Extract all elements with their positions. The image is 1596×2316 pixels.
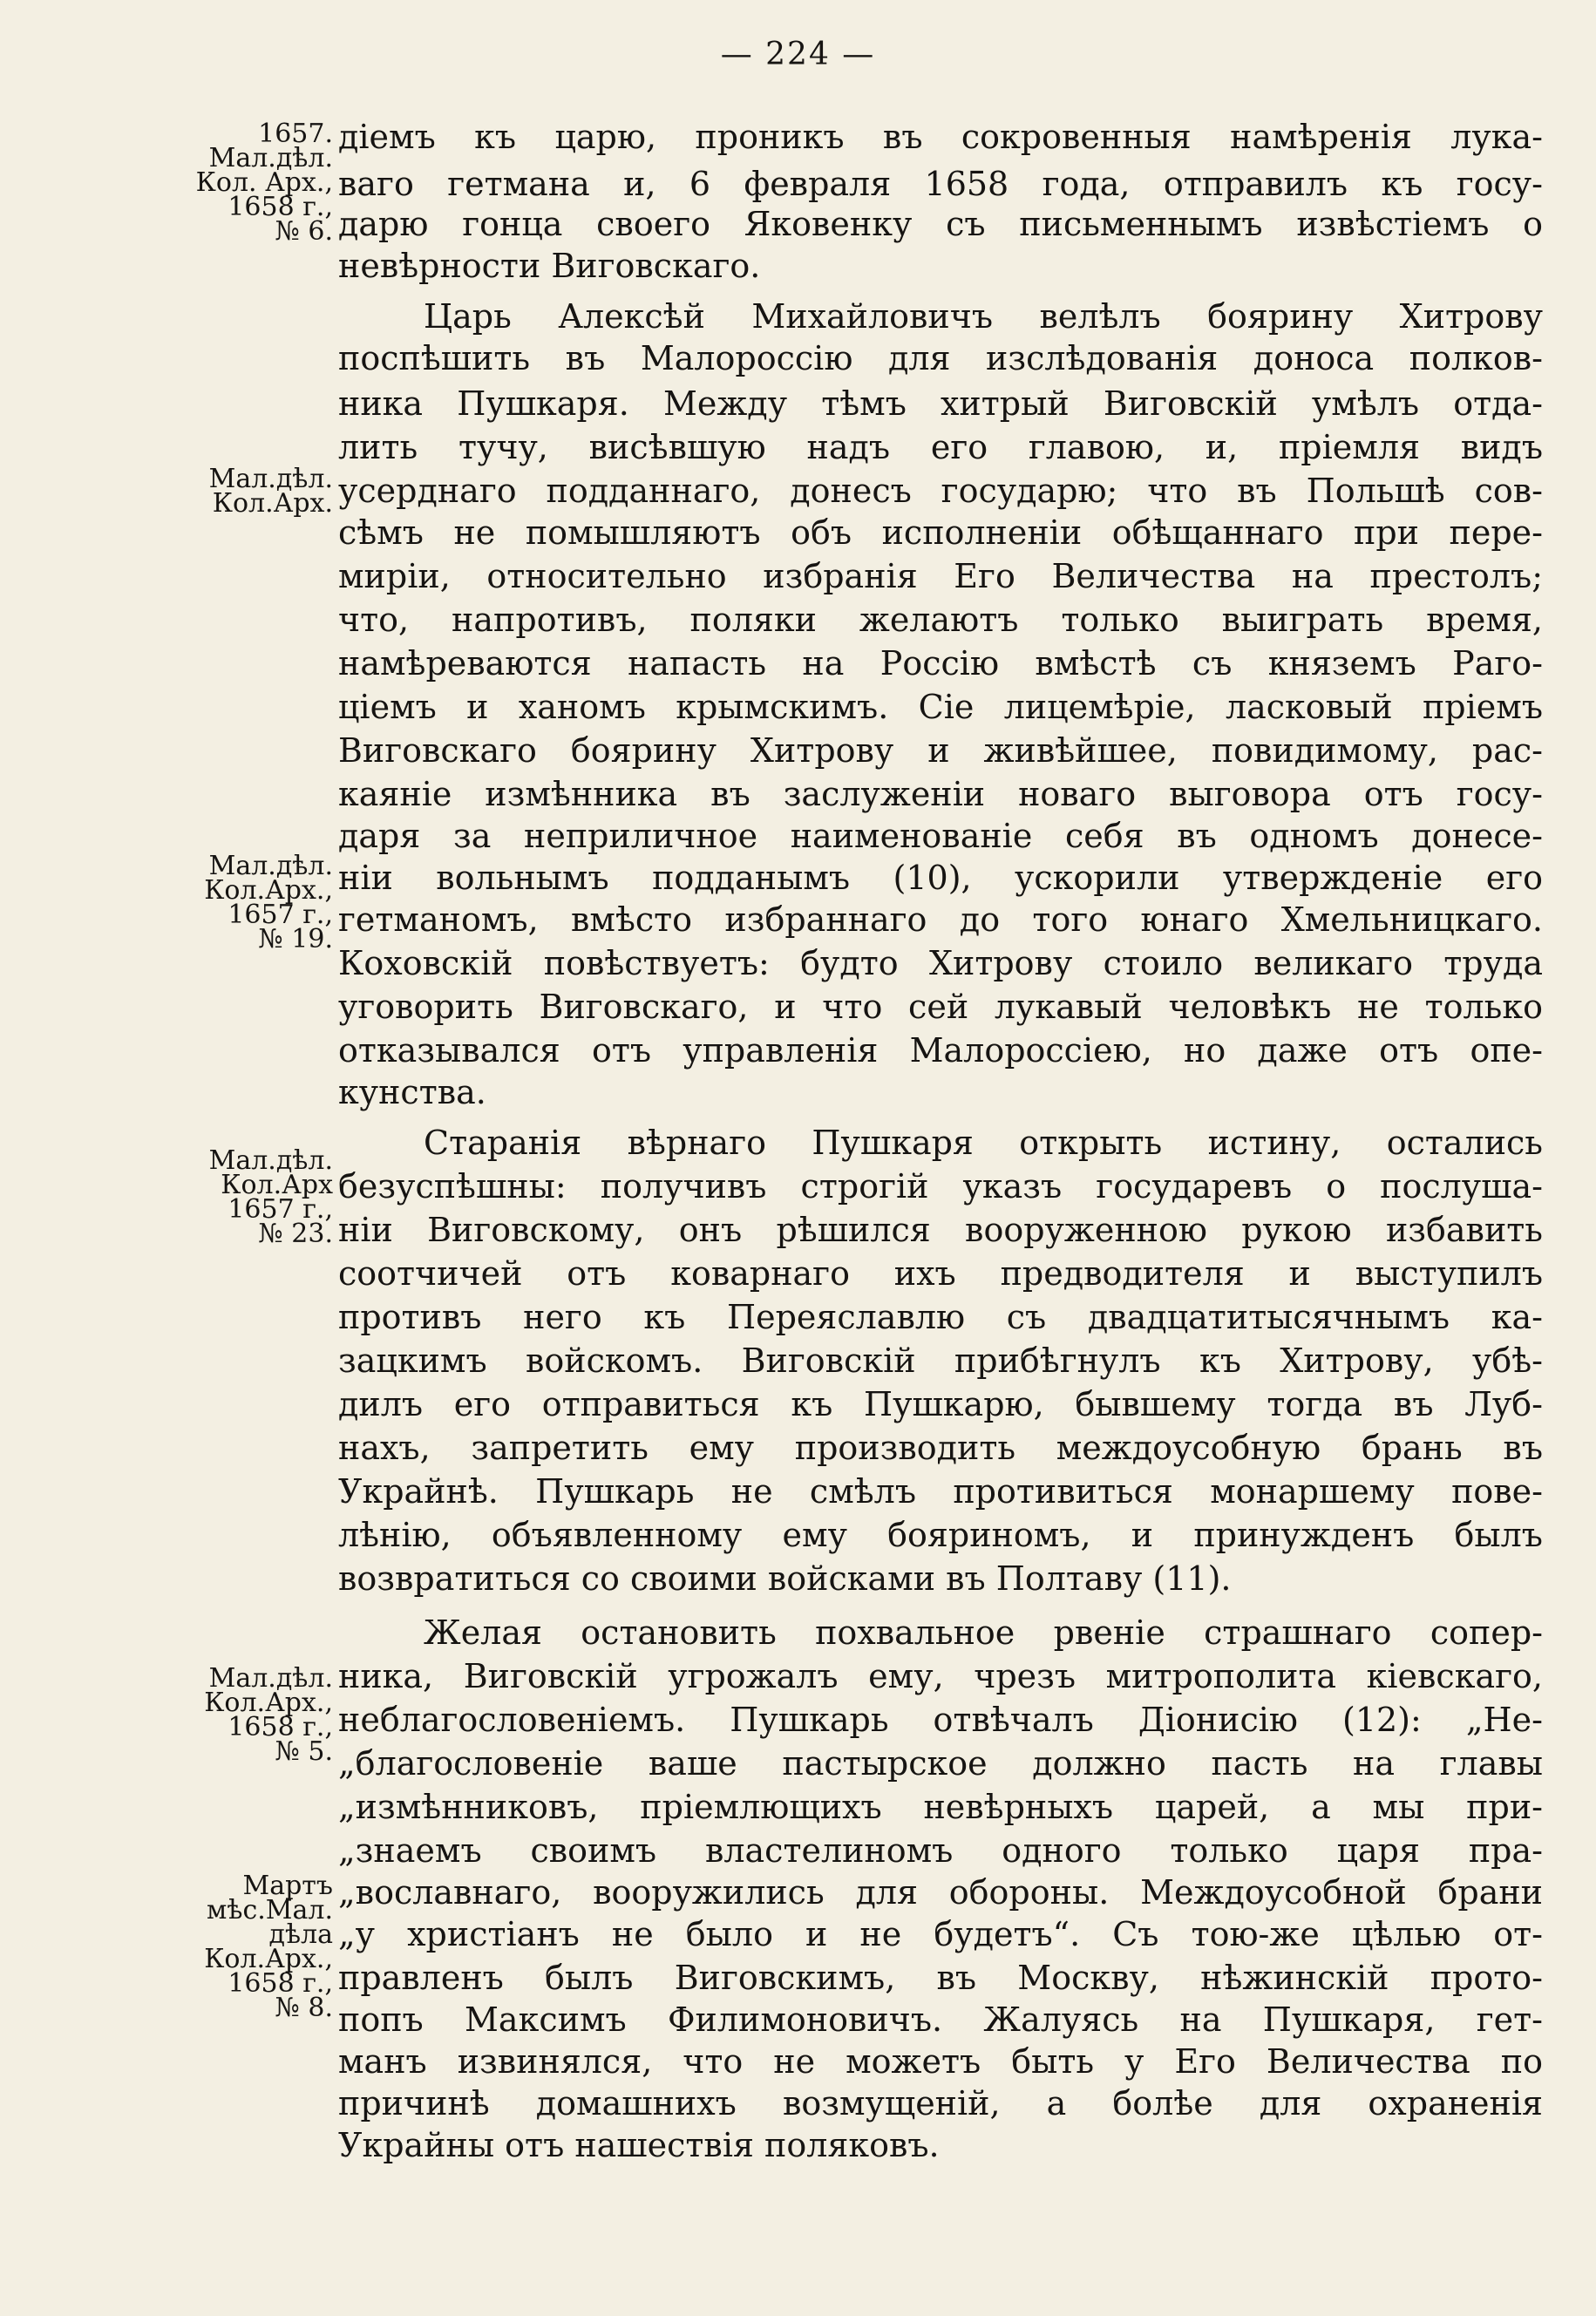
text-line: миріи, относительно избранія Его Величества на престолъ;: [338, 557, 1543, 595]
margin-note-1: [0, 119, 333, 247]
text-line: поспѣшить въ Малороссію для изслѣдованія доноса полков-: [338, 339, 1543, 377]
text-line: ваго гетмана и, 6 февраля 1658 года, отправилъ къ госу-: [338, 165, 1543, 203]
text-line: ника, Виговскій угрожалъ ему, чрезъ митрополита кіевскаго,: [338, 1657, 1543, 1695]
text-line: Коховскій повѣствуетъ: будто Хитрову стоило великаго труда: [338, 944, 1543, 982]
text-line: кунства.: [338, 1073, 486, 1111]
text-line: даря за неприличное наименованіе себя въ одномъ донесе-: [338, 817, 1543, 855]
margin-note-line: Мартъ: [242, 1871, 333, 1901]
text-line: Царь Алексѣй Михайловичъ велѣлъ боярину Хитрову: [424, 297, 1543, 336]
text-line: Желая остановить похвальное рвеніе страшнаго сопер-: [424, 1613, 1543, 1652]
text-line: ніи вольнымъ подданымъ (10), ускорили утвержденіе его: [338, 859, 1543, 897]
text-line: манъ извинялся, что не можетъ быть у Его Величества по: [338, 2042, 1543, 2081]
margin-note-2: [0, 464, 333, 519]
text-line: нахъ, запретить ему производить междоусобную брань въ: [338, 1429, 1543, 1467]
margin-note-line: 1657 г.,: [228, 900, 333, 930]
margin-note-line: дѣла: [268, 1919, 333, 1950]
margin-note-line: 1658 г.,: [228, 192, 333, 222]
text-line: ніи Виговскому, онъ рѣшился вооруженною рукою избавить: [338, 1211, 1543, 1249]
text-line: ника Пушкаря. Между тѣмъ хитрый Виговскій умѣлъ отда-: [338, 384, 1543, 423]
margin-note-line: Кол.Арх.,: [204, 1688, 333, 1718]
text-line: лить тучу, висѣвшую надъ его главою, и, пріемля видъ: [338, 428, 1543, 466]
text-line: что, напротивъ, поляки желаютъ только выиграть время,: [338, 601, 1543, 639]
text-line: дарю гонца своего Яковенку съ письменнымъ извѣстіемъ о: [338, 205, 1543, 243]
text-line: Старанія вѣрнаго Пушкаря открыть истину, остались: [424, 1124, 1543, 1162]
margin-note-line: Кол.Арх: [221, 1170, 333, 1200]
margin-note-line: Мал.дѣл.: [208, 464, 333, 494]
text-line: противъ него къ Переяславлю съ двадцатитысячнымъ ка-: [338, 1298, 1543, 1336]
margin-note-line: Кол.Арх.: [212, 488, 333, 519]
text-line: безуспѣшны: получивъ строгій указъ государевъ о послуша-: [338, 1167, 1543, 1206]
margin-note-3: [0, 851, 333, 954]
text-line: „у христіанъ не было и не будетъ“. Съ тою-же цѣлью от-: [338, 1915, 1543, 1953]
text-line: дилъ его отправиться къ Пушкарю, бывшему тогда въ Луб-: [338, 1385, 1543, 1423]
text-line: „измѣнниковъ, пріемлющихъ невѣрныхъ царей, а мы при-: [338, 1788, 1543, 1826]
margin-note-line: Кол.Арх.,: [204, 1944, 333, 1974]
text-line: каяніе измѣнника въ заслуженіи новаго выговора отъ госу-: [338, 775, 1543, 813]
margin-note-line: Мал.дѣл.: [208, 143, 333, 173]
text-line: „благословеніе ваше пастырское должно пасть на главы: [338, 1744, 1543, 1783]
margin-note-line: № 6.: [275, 216, 333, 247]
text-line: причинѣ домашнихъ возмущеній, а болѣе для охраненія: [338, 2084, 1543, 2122]
margin-note-line: 1658 г.,: [228, 1968, 333, 1999]
margin-note-5: [0, 1663, 333, 1767]
text-line: Украйны отъ нашествія поляковъ.: [338, 2126, 940, 2164]
margin-note-line: 1657.: [258, 119, 333, 149]
margin-note-line: Мал.дѣл.: [208, 1145, 333, 1176]
text-line: возвратиться со своими войсками въ Полтаву (11).: [338, 1559, 1232, 1598]
margin-note-line: № 8.: [275, 1993, 333, 2023]
margin-note-line: № 19.: [258, 924, 333, 954]
text-line: отказывался отъ управленія Малороссіею, но даже отъ опе-: [338, 1031, 1543, 1070]
text-line: Виговскаго боярину Хитрову и живѣйшее, повидимому, рас-: [338, 731, 1543, 770]
text-line: уговорить Виговскаго, и что сей лукавый человѣкъ не только: [338, 988, 1543, 1026]
text-line: правленъ былъ Виговскимъ, въ Москву, нѣжинскій прото-: [338, 1959, 1543, 1997]
text-line: діемъ къ царю, проникъ въ сокровенныя намѣренія лука-: [338, 118, 1543, 156]
text-line: „знаемъ своимъ властелиномъ одного только царя пра-: [338, 1831, 1543, 1870]
text-line: неблагословеніемъ. Пушкарь отвѣчалъ Діонисію (12): „Не-: [338, 1701, 1543, 1739]
text-line: намѣреваются напасть на Россію вмѣстѣ съ княземъ Раго-: [338, 644, 1543, 683]
text-line: соотчичей отъ коварнаго ихъ предводителя и выступилъ: [338, 1254, 1543, 1293]
margin-note-line: мѣс.Мал.: [207, 1895, 333, 1925]
text-line: невѣрности Виговскаго.: [338, 247, 761, 285]
text-line: ціемъ и ханомъ крымскимъ. Сіе лицемѣріе, ласковый пріемъ: [338, 688, 1543, 726]
page-number: — 224 —: [720, 37, 876, 72]
text-line: усерднаго подданнаго, донесъ государю; что въ Польшѣ сов-: [338, 472, 1543, 510]
text-line: гетманомъ, вмѣсто избраннаго до того юнаго Хмельницкаго.: [338, 900, 1543, 939]
margin-note-4: [0, 1145, 333, 1249]
text-line: Украйнѣ. Пушкарь не смѣлъ противиться монаршему пове-: [338, 1472, 1543, 1511]
text-line: лѣнію, объявленному ему бояриномъ, и принужденъ былъ: [338, 1516, 1543, 1554]
margin-note-line: Кол. Арх.,: [195, 167, 333, 198]
margin-note-line: 1657 г.,: [228, 1194, 333, 1225]
text-line: сѣмъ не помышляютъ объ исполненіи обѣщаннаго при пере-: [338, 513, 1543, 552]
margin-note-6: [0, 1871, 333, 2023]
text-line: попъ Максимъ Филимоновичъ. Жалуясь на Пушкаря, гет-: [338, 2000, 1543, 2039]
text-line: зацкимъ войскомъ. Виговскій прибѣгнулъ къ Хитрову, убѣ-: [338, 1341, 1543, 1380]
margin-note-line: 1658 г.,: [228, 1712, 333, 1742]
margin-note-line: Мал.дѣл.: [208, 851, 333, 881]
margin-note-line: № 23.: [258, 1219, 333, 1249]
margin-note-line: Кол.Арх.,: [204, 875, 333, 906]
margin-note-line: Мал.дѣл.: [208, 1663, 333, 1694]
text-line: „вославнаго, вооружились для обороны. Междоусобной брани: [338, 1873, 1543, 1912]
margin-note-line: № 5.: [275, 1736, 333, 1767]
